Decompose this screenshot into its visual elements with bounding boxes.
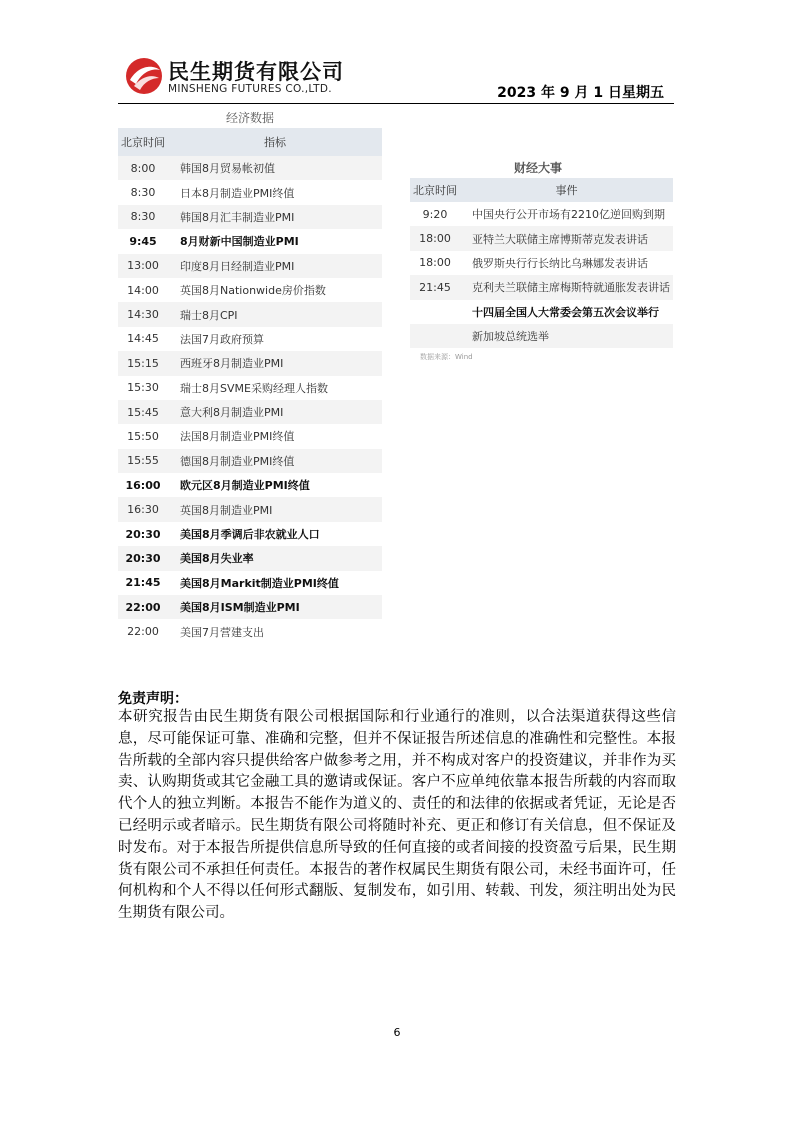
table-header xyxy=(118,128,382,156)
table-row xyxy=(118,205,382,229)
table-row xyxy=(118,254,382,278)
row-indicator: 美国8月Markit制造业PMI终值 xyxy=(180,576,339,590)
row-indicator: 法国7月政府预算 xyxy=(180,332,264,346)
table-row xyxy=(118,302,382,326)
row-event: 十四届全国人大常委会第五次会议举行 xyxy=(472,305,659,319)
economic-data-title: 经济数据 xyxy=(226,111,275,125)
report-date: 2023 年 9 月 1 日星期五 xyxy=(497,85,664,101)
data-source: 数据来源：Wind xyxy=(420,353,473,361)
table-row xyxy=(118,400,382,424)
row-indicator: 英国8月Nationwide房价指数 xyxy=(180,284,326,298)
row-indicator: 美国7月营建支出 xyxy=(180,625,264,639)
financial-events-title: 财经大事 xyxy=(514,161,563,175)
table-row xyxy=(410,300,673,324)
table-row xyxy=(118,156,382,180)
table-row xyxy=(118,376,382,400)
row-time: 22:00 xyxy=(127,625,159,639)
disclaimer-body: 本研究报告由民生期货有限公司根据国际和行业通行的准则，以合法渠道获得这些信息，尽可能保证可靠、准确和完整，但并不保证报告所述信息的准确性和完整性。本报告所载的全部内容只提供给客户做参考之用，并不构成对客户的投资建议，并非作为买卖、认购期货或其它金融工具的邀请或保证。客户不应单纯依靠本报告所载的内容而取代个人的独立判断。本报告不能作为道义的、责任的和法律的依据或者凭证，无论是否已经明示或者暗示。民生期货有限公司将随时补充、更正和修订有关信息，但不保证及时发布。对于本报告所提供信息所导致的任何直接的或者间接的投资盈亏后果，民生期货有限公司不承担任何责任。本报告的著作权属民生期货有限公司，未经书面许可，任何机构和个人不得以任何形式翻版、复制发布，如引用、转载、刊发，须注明出处为民生期货有限公司。 xyxy=(118,709,676,922)
row-event: 中国央行公开市场有2210亿逆回购到期 xyxy=(472,208,665,222)
table-row xyxy=(410,275,673,299)
row-time: 8:00 xyxy=(130,161,156,175)
table-row xyxy=(118,619,382,643)
table-row xyxy=(410,202,673,226)
row-time: 15:45 xyxy=(127,405,159,419)
row-time: 9:45 xyxy=(129,234,157,248)
table-row xyxy=(410,324,673,348)
header-event: 事件 xyxy=(555,184,578,197)
table-row xyxy=(118,449,382,473)
table-row xyxy=(410,251,673,275)
row-indicator: 欧元区8月制造业PMI终值 xyxy=(180,479,310,493)
row-indicator: 德国8月制造业PMI终值 xyxy=(180,454,295,468)
table-row xyxy=(118,351,382,375)
row-indicator: 瑞士8月CPI xyxy=(180,308,238,322)
row-time: 21:45 xyxy=(419,280,451,294)
row-time: 15:55 xyxy=(127,454,159,468)
row-time: 20:30 xyxy=(125,527,161,541)
table-row xyxy=(118,595,382,619)
row-time: 16:30 xyxy=(127,503,159,517)
logo-english-name: MINSHENG FUTURES CO.,LTD. xyxy=(168,83,332,95)
row-time: 16:00 xyxy=(125,478,161,492)
financial-events-table xyxy=(410,178,673,348)
disclaimer-title: 免责声明： xyxy=(118,691,188,707)
row-indicator: 韩国8月汇丰制造业PMI xyxy=(180,210,295,224)
economic-data-table xyxy=(118,128,382,644)
row-indicator: 法国8月制造业PMI终值 xyxy=(180,430,295,444)
table-row xyxy=(410,226,673,250)
table-row xyxy=(118,546,382,570)
row-time: 20:30 xyxy=(125,551,161,565)
row-time: 14:30 xyxy=(127,308,159,322)
table-row xyxy=(118,424,382,448)
row-time: 18:00 xyxy=(419,256,451,270)
row-indicator: 美国8月失业率 xyxy=(180,552,254,566)
header-indicator: 指标 xyxy=(264,136,286,149)
row-time: 15:15 xyxy=(127,356,159,370)
page-number: 6 xyxy=(393,1026,401,1039)
row-indicator: 意大利8月制造业PMI xyxy=(180,406,284,420)
row-indicator: 美国8月ISM制造业PMI xyxy=(180,601,300,615)
row-time: 8:30 xyxy=(130,186,156,200)
row-time: 14:45 xyxy=(127,332,159,346)
row-time: 15:50 xyxy=(127,429,159,443)
row-event: 俄罗斯央行行长纳比乌琳娜发表讲话 xyxy=(472,256,648,270)
table-row xyxy=(118,473,382,497)
header-time: 北京时间 xyxy=(121,136,165,149)
row-indicator: 日本8月制造业PMI终值 xyxy=(180,186,295,200)
table-row xyxy=(118,571,382,595)
table-row xyxy=(118,497,382,521)
table-row xyxy=(118,180,382,204)
row-time: 18:00 xyxy=(419,232,451,246)
header-divider xyxy=(118,103,674,104)
row-indicator: 英国8月制造业PMI xyxy=(180,503,273,517)
table-header xyxy=(410,178,673,202)
row-time: 22:00 xyxy=(125,600,161,614)
row-indicator: 韩国8月贸易帐初值 xyxy=(180,162,275,176)
table-row xyxy=(118,229,382,253)
row-time: 14:00 xyxy=(127,283,159,297)
logo-chinese-name: 民生期货有限公司 xyxy=(168,60,344,84)
row-event: 新加坡总统选举 xyxy=(472,330,549,344)
row-indicator: 8月财新中国制造业PMI xyxy=(180,235,299,249)
row-indicator: 印度8月日经制造业PMI xyxy=(180,259,295,273)
row-event: 亚特兰大联储主席博斯蒂克发表讲话 xyxy=(472,232,648,246)
row-indicator: 西班牙8月制造业PMI xyxy=(180,357,284,371)
row-time: 8:30 xyxy=(130,210,156,224)
row-event: 克利夫兰联储主席梅斯特就通胀发表讲话 xyxy=(472,281,670,295)
table-row xyxy=(118,278,382,302)
row-time: 9:20 xyxy=(422,207,448,221)
row-indicator: 瑞士8月SVME采购经理人指数 xyxy=(180,381,328,395)
row-time: 21:45 xyxy=(125,576,161,590)
table-row xyxy=(118,522,382,546)
header-time: 北京时间 xyxy=(413,184,457,197)
row-indicator: 美国8月季调后非农就业人口 xyxy=(180,528,320,542)
row-time: 13:00 xyxy=(127,259,159,273)
minsheng-logo-icon xyxy=(124,56,164,96)
table-row xyxy=(118,327,382,351)
company-logo xyxy=(124,56,364,100)
row-time: 15:30 xyxy=(127,381,159,395)
